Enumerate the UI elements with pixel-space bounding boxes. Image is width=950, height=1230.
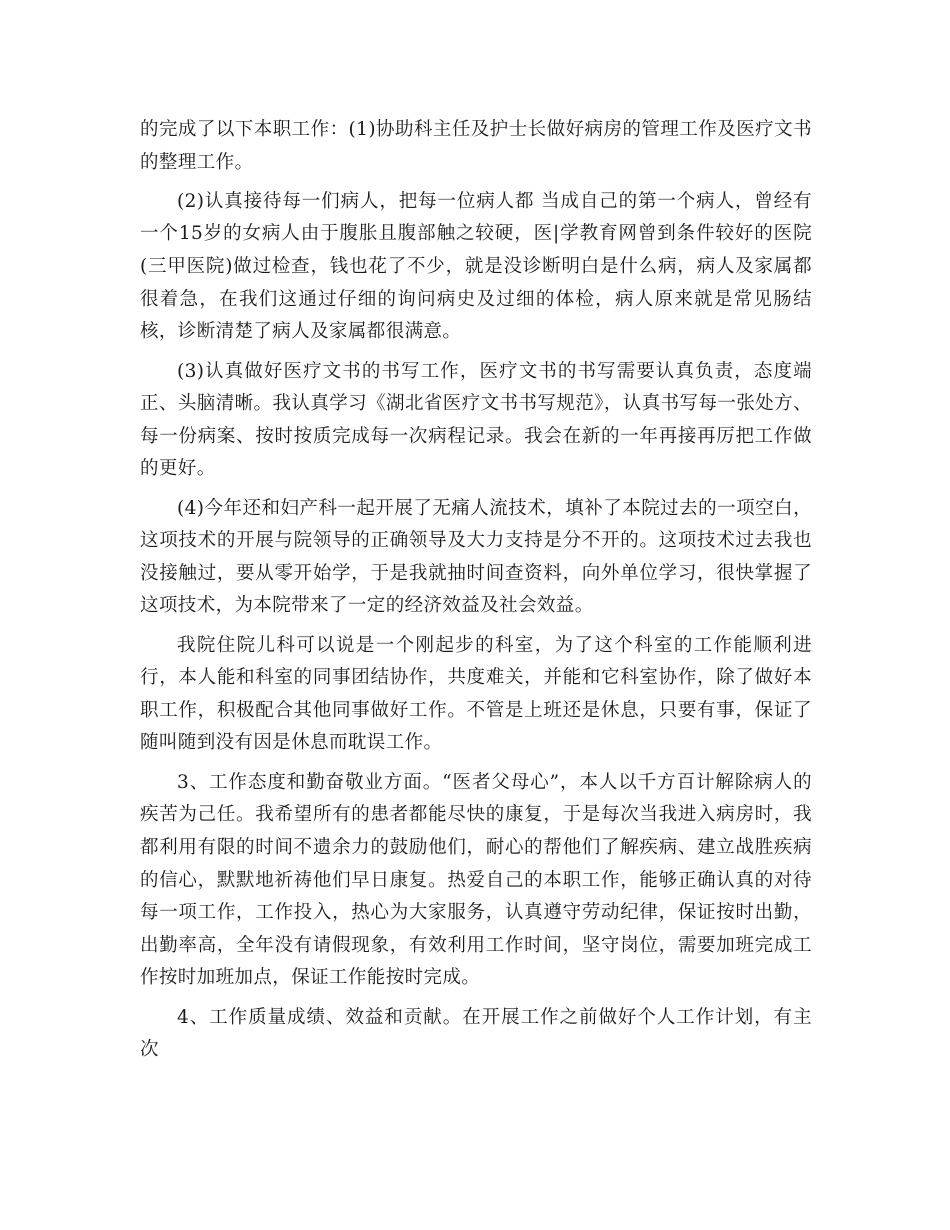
paragraph-section-3: 3、工作态度和勤奋敬业方面。“医者父母心”，本人以千方百计解除病人的疾苦为己任。我希望所有的患者都能尽快的康复，于是每次当我进入病房时，我都利用有限的时间不遗余力的鼓励他们，耐心的帮他们了解疾病、建立战胜疾病的信心，默默地祈祷他们早日康复。热爱自己的本职工作，能够正确认真的对待每一项工作，工作投入，热心为大家服务，认真遵守劳动纪律，保证按时出勤，出勤率高，全年没有请假现象，有效利用工作时间，坚守岗位，需要加班完成工作按时加班加点，保证工作能按时完成。 xyxy=(140,771,812,989)
paragraph-item-4: (4)今年还和妇产科一起开展了无痛人流技术，填补了本院过去的一项空白，这项技术的开展与院领导的正确领导及大力支持是分不开的。这项技术过去我也没接触过，要从零开始学，于是我就抽时间查资料，向外单位学习，很快掌握了这项技术，为本院带来了一定的经济效益及社会效益。 xyxy=(140,497,812,617)
paragraph-section-4: 4、工作质量成绩、效益和贡献。在开展工作之前做好个人工作计划，有主次 xyxy=(140,1006,812,1061)
paragraph-duties-intro: 的完成了以下本职工作：(1)协助科主任及护士长做好病房的管理工作及医疗文书的整理工作。 xyxy=(140,119,812,173)
paragraph-pediatrics: 我院住院儿科可以说是一个刚起步的科室，为了这个科室的工作能顺利进行，本人能和科室的同事团结协作，共度难关，并能和它科室协作，除了做好本职工作，积极配合其他同事做好工作。不管是上班还是休息，只要有事，保证了随叫随到没有因是休息而耽误工作。 xyxy=(140,634,812,754)
document-body xyxy=(140,114,812,1073)
paragraph-item-3: (3)认真做好医疗文书的书写工作，医疗文书的书写需要认真负责，态度端正、头脑清晰。我认真学习《湖北省医疗文书书写规范》，认真书写每一张处方、每一份病案、按时按质完成每一次病程记录。我会在新的一年再接再厉把工作做的更好。 xyxy=(140,360,812,480)
paragraph-item-2: (2)认真接待每一们病人，把每一位病人都 当成自己的第一个病人，曾经有一个15岁的女病人由于腹胀且腹部触之较硬，医|学教育网曾到条件较好的医院(三甲医院)做过检查，钱也花了不少，就是没诊断明白是什么病，病人及家属都很着急，在我们这通过仔细的询问病史及过细的体检，病人原来就是常见肠结核，诊断清楚了病人及家属都很满意。 xyxy=(140,190,812,343)
